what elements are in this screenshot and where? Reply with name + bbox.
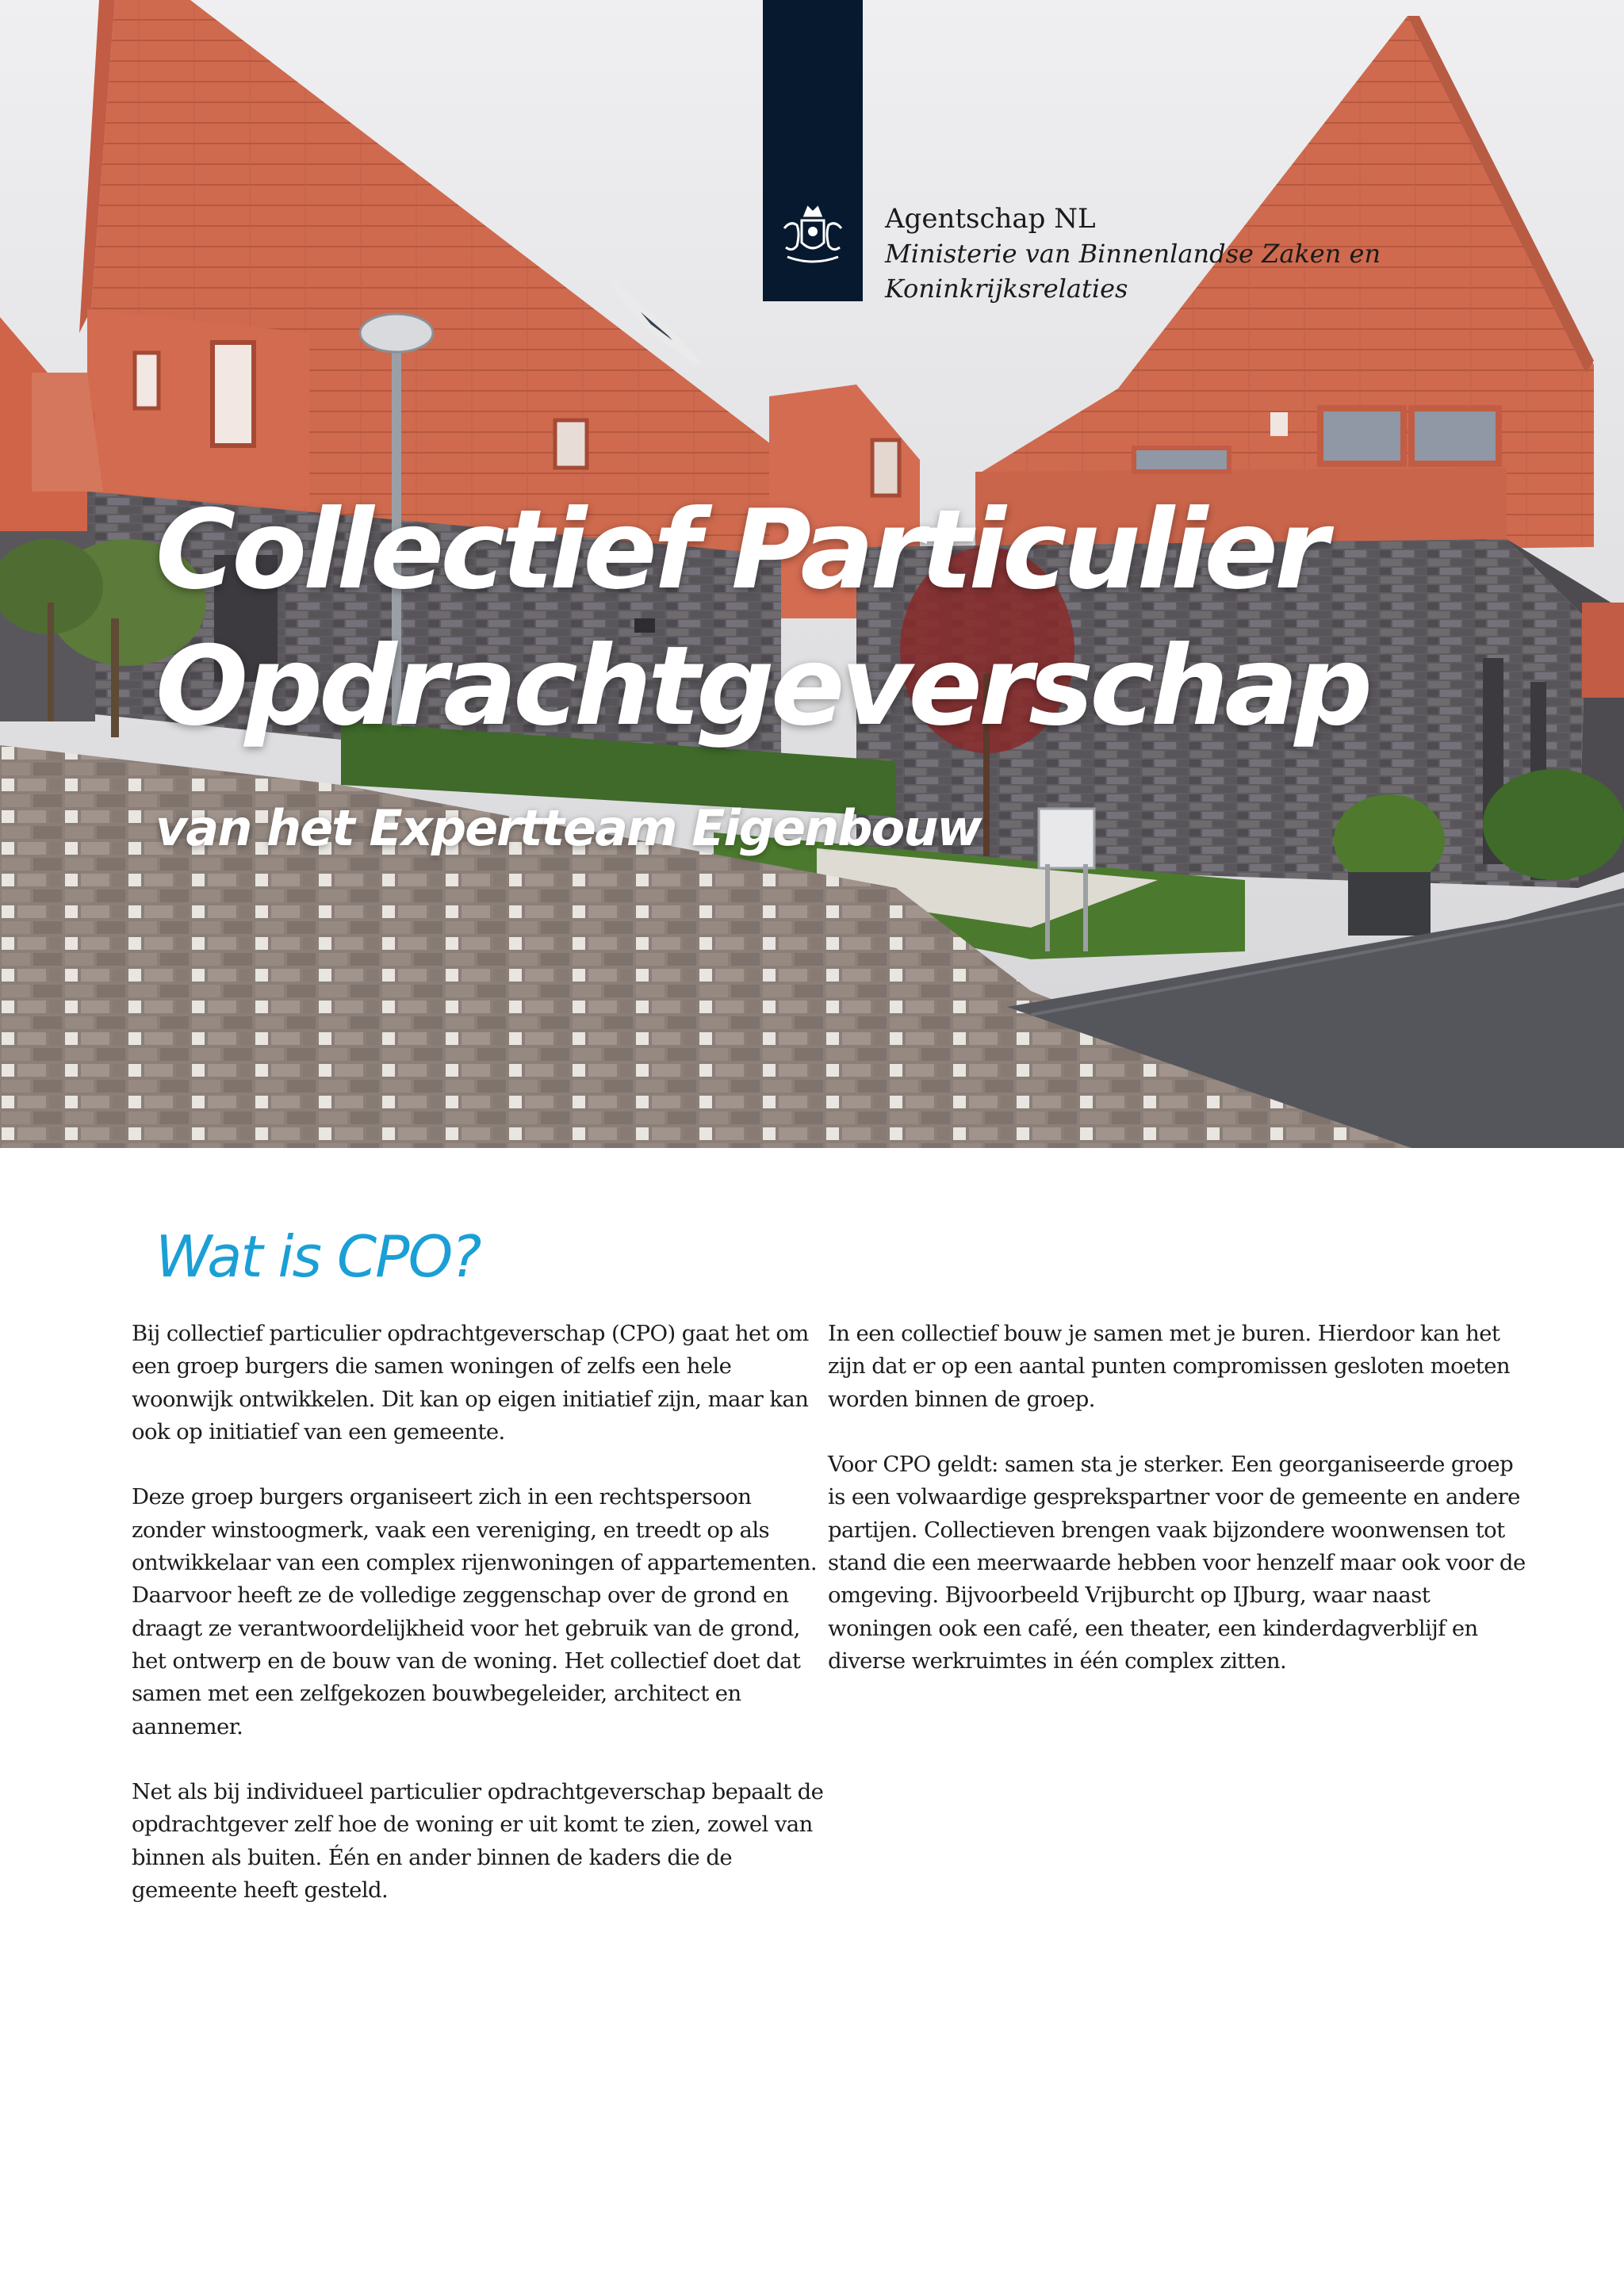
logo-text — [885, 201, 1381, 306]
paragraph: Net als bij individueel particulier opdrachtgeverschap bepaalt de opdrachtgever zelf hoe de woning er uit komt te zien, zowel van binnen als buiten. Één en ander binnen de kaders die de gemeente heeft gesteld. — [132, 1779, 824, 1904]
left-column — [132, 1318, 829, 1940]
ministry-name-line1: Ministerie van Binnenlandse Zaken en — [885, 239, 1381, 269]
ministry-name-line2: Koninkrijksrelaties — [885, 274, 1128, 304]
page-title — [155, 482, 1369, 755]
paragraph: Deze groep burgers organiseert zich in een rechtspersoon zonder winstoogmerk, vaak een vereniging, en treedt op als ontwikkelaar van een complex rijenwoningen of appartementen. Daarvoor heeft ze de volledige zeggenschap over de grond en draagt ze verantwoordelijkheid voor het gebruik van de grond, het ontwerp en de bouw van de woning. Het collectief doet dat samen met een zelfgekozen bouwbegeleider, architect en aannemer. — [132, 1484, 817, 1739]
page-title-line2: Opdrachtgeverschap — [155, 622, 1369, 750]
paragraph: Voor CPO geldt: samen sta je sterker. Een georganiseerde groep is een volwaardige gesprekspartner voor de gemeente en andere partijen. Collectieven brengen vaak bijzondere woonwensen tot stand die een meerwaarde hebben voor henzelf maar ook voor de omgeving. Bijvoorbeeld Vrijburcht op IJburg, waar naast woningen ook een café, een theater, een kinderdagverblijf en diverse werkruimtes in één complex zitten. — [828, 1452, 1526, 1674]
paragraph: In een collectief bouw je samen met je buren. Hierdoor kan het zijn dat er op een aantal punten compromissen gesloten moeten worden binnen de groep. — [828, 1321, 1511, 1412]
page-subtitle: van het Expertteam Eigenbouw — [155, 799, 981, 857]
paragraph: Bij collectief particulier opdrachtgeverschap (CPO) gaat het om een groep burgers die samen woningen of zelfs een hele woonwijk ontwikkelen. Dit kan op eigen initiatief zijn, maar kan ook op initiatief van een gemeente. — [132, 1321, 809, 1445]
agency-name: Agentschap NL — [885, 203, 1096, 235]
logo-bar — [763, 0, 863, 301]
right-column — [828, 1318, 1526, 1711]
page-title-line1: Collectief Particulier — [155, 486, 1325, 614]
section-heading: Wat is CPO? — [155, 1223, 481, 1290]
royal-coat-of-arms-icon — [773, 198, 852, 274]
